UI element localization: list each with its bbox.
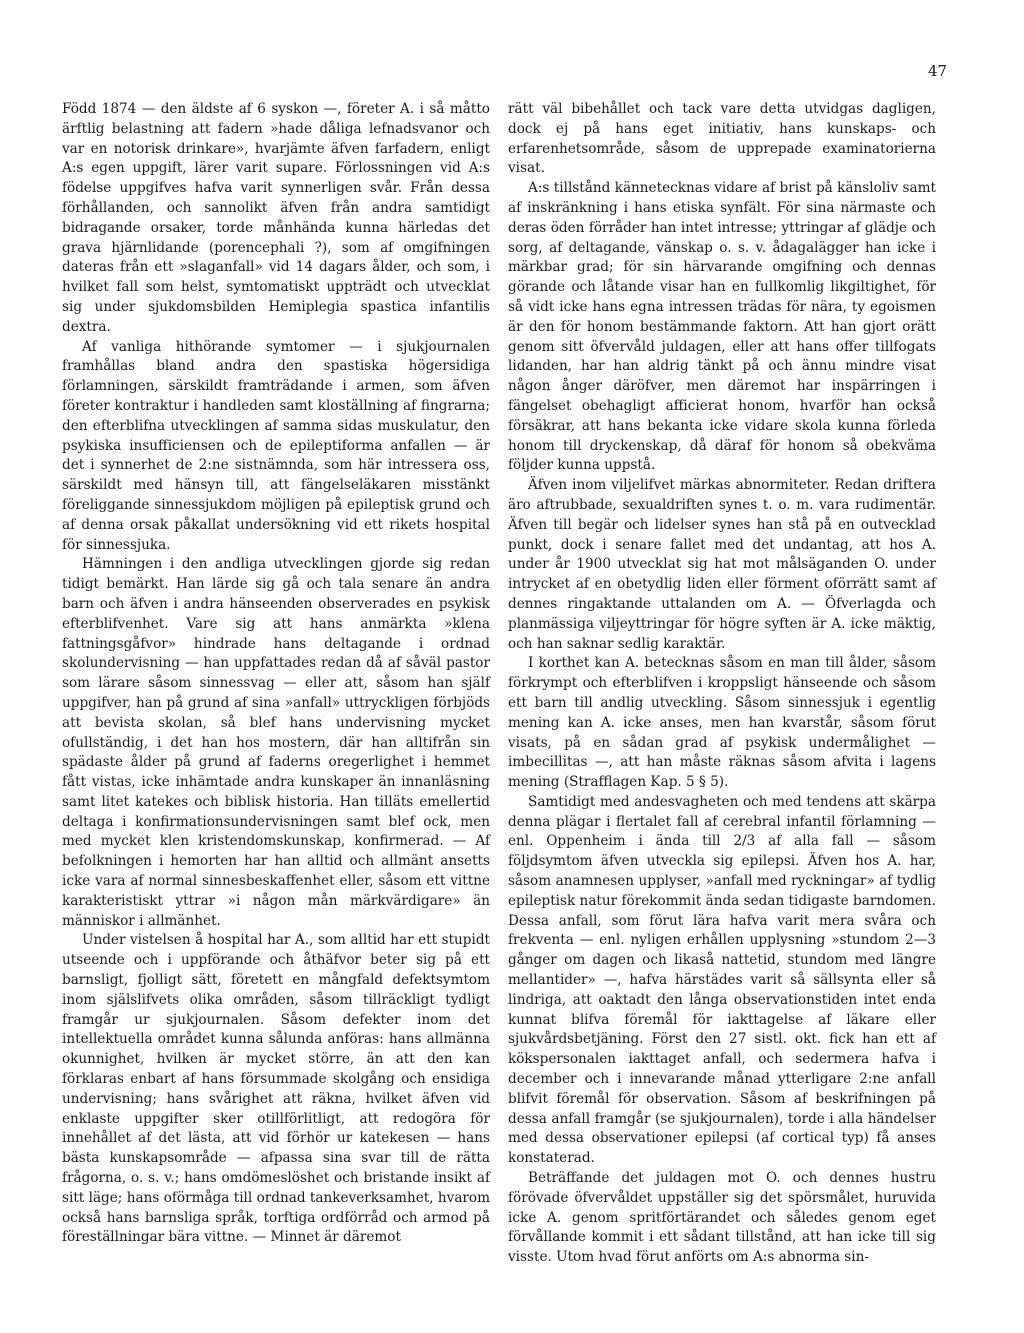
page-number: 47 [928,62,948,80]
paragraph: Beträffande det juldagen mot O. och dennes hustru förövade öfvervåldet uppställer sig det spörsmålet, huruvida icke A. genom spritförtärandet och således genom eget förvållande kommit i ett sådant tillstånd, att han icke till sig visste. Utom hvad förut anförts om A:s abnorma sin- [508,1170,936,1266]
left-column [62,100,490,1248]
paragraph: I korthet kan A. betecknas såsom en man till ålder, såsom förkrympt och efterblifven i kroppsligt hänseende och såsom ett barn till andlig utveckling. Såsom sinnessjuk i egentlig mening kan A. icke anses, men han kvarstår, såsom förut visats, på en sådan grad af psykisk undermålighet — imbecillitas —, att han måste räknas såsom afvita i lagens mening (Strafflagen Kap. 5 § 5). [508,655,936,791]
right-column [508,100,936,1268]
paragraph: Hämningen i den andliga utvecklingen gjorde sig redan tidigt bemärkt. Han lärde sig gå och tala senare än andra barn och äfven i andra hänseenden observerades en psykisk efterblifvenhet. Vare sig att hans anmärkta »klena fattningsgåfvor» hindrade hans deltagande i ordnad skolundervisning — han uppfattades redan då af såväl pastor som lärare såsom sinnessvag — eller att, såsom han själf uppgifver, han på grund af sina »anfall» uttryckligen förbjöds att bevista skolan, så blef hans undervisning mycket ofullständig, i det han hos mostern, där han alltifrån sin spädaste ålder på grund af faderns oregerlighet i hemmet fått vistas, icke inhämtade andra kunskaper än innanläsning samt litet katekes och biblisk historia. Han tilläts emellertid deltaga i konfirmationsundervisningen samt blef ock, men med mycket klen kristendomskunskap, konfirmerad. — Af befolkningen i hemorten har han alltid och allmänt ansetts icke vara af normal sinnesbeskaffenhet eller, såsom ett vittne karakteristiskt yttrar »i någon mån märkvärdigare» än människor i allmänhet. [62,556,490,929]
paragraph: A:s tillstånd kännetecknas vidare af brist på känsloliv samt af inskränkning i hans etiska synfält. För sina närmaste och deras öden förråder han intet intresse; yttringar af glädje och sorg, af deltagande, vänskap o. s. v. ådagalägger han icke i märkbar grad; för sin härvarande omgifning och dennas görande och låtande visar han en fullkomlig likgiltighet, för så vidt icke hans egna intressen trädas för nära, ty egoismen är den för honom bestämmande faktorn. Att han gjort orätt genom sitt öfvervåld juldagen, eller att hans offer tillfogats lidanden, har han aldrig tänkt på och ännu mindre visat någon ånger däröfver, men däremot har inspärringen i fängelset obehagligt afficierat honom, hvarför han också försäkrar, att hans bekanta icke vidare skola kunna förleda honom till dryckenskap, då däraf för honom så obekväma följder kunna uppstå. [508,180,936,474]
paragraph: Född 1874 — den äldste af 6 syskon —, företer A. i så måtto ärftlig belastning att fadern »hade dåliga lefnadsvanor och var en notorisk drinkare», hvarjämte äfven farfadern, enligt A:s egen uppgift, lärer varit supare. Förlossningen vid A:s födelse uppgifves hafva varit synnerligen svår. Från dessa förhållanden, och sannolikt äfven från andra samtidigt bidragande orsaker, torde månhända kunna härledas det grava hjärnlidande (porencephali ?), som af omgifningen dateras från ett »slaganfall» vid 14 dagars ålder, och som, i hvilket fall som helst, symtomatiskt uppträdt och utvecklat sig under sjukdomsbilden Hemiplegia spastica infantilis dextra. [62,101,490,335]
paragraph: Under vistelsen å hospital har A., som alltid har ett stupidt utseende och i uppförande och åthäfvor beter sig på ett barnsligt, fjolligt sätt, företett en mångfald defektsymtom inom själslifvets olika områden, såsom tillräckligt tydligt framgår ur sjukjournalen. Såsom defekter inom det intellektuella området kunna sålunda anföras: hans allmänna okunnighet, hvilken är mycket större, än att den kan förklaras enbart af hans försummade skolgång och ensidiga undervisning; hans svårighet att räkna, hvilket äfven vid enklaste uppgifter sker otillförlitligt, att redogöra för innehållet af det lästa, att vid förhör ur katekesen — hans bästa kunskapsområde — afpassa sina svar till de rätta frågorna, o. s. v.; hans omdömeslöshet och bristande insikt af sitt läge; hans oförmåga till ordnad tankeverksamhet, hvarom också hans barnsliga språk, torftiga ordförråd och armod på föreställningar bära vittne. — Minnet är däremot [62,932,490,1246]
paragraph: Äfven inom viljelifvet märkas abnormiteter. Redan driftera äro aftrubbade, sexualdriften synes t. o. m. vara rudimentär. Äfven till begär och lidelser synes han stå på en outvecklad punkt, dock i senare fallet med det undantag, att hos A. under år 1900 utvecklat sig hat mot målsäganden O. under intrycket af en obetydlig liden eller förment oförrätt samt af dennes ringaktande uttalanden om A. — Öfverlagda och planmässiga viljeyttringar för högre syften är A. icke mäktig, och han saknar sedlig karaktär. [508,477,936,652]
paragraph: Af vanliga hithörande symtomer — i sjukjournalen framhållas bland andra den spastiska högersidiga förlamningen, särskildt framträdande i armen, som äfven företer kontraktur i handleden samt kloställning af fingrarna; den efterblifna utvecklingen af samma sidas muskulatur, den psykiska insufficiensen och de epileptiforma anfallen — är det i synnerhet de 2:ne sistnämnda, som här intressera oss, särskildt med hänsyn till, att fängelseläkaren misstänkt föreliggande sinnessjukdom möjligen på epileptisk grund och af denna orsak påkallat undersökning vid ett rikets hospital för sinnessjuka. [62,338,490,553]
paragraph: rätt väl bibehållet och tack vare detta utvidgas dagligen, dock ej på hans eget initiativ, hans kunskaps- och erfarenhetsområde, såsom de upprepade examinatorierna visat. [508,101,936,177]
paragraph: Samtidigt med andesvagheten och med tendens att skärpa denna plägar i flertalet fall af cerebral infantil förlamning — enl. Oppenheim i ända till 2/3 af alla fall — såsom följdsymtom äfven utveckla sig epilepsi. Äfven hos A. har, såsom anamnesen upplyser, »anfall med ryckningar» af tydlig epileptisk natur förekommit ända sedan tidigaste barndomen. Dessa anfall, som förut lära hafva varit mera svåra och frekventa — enl. nyligen erhållen upplysning »stundom 2—3 gånger om dagen och likaså nattetid, stundom med längre mellantider» —, hafva härstädes varit så sällsynta eller så lindriga, att oaktadt den långa observationstiden intet enda kunnat blifva föremål för iakttagelse af läkare eller sjukvårdsbetjäning. Först den 27 sistl. okt. fick han ett af kökspersonalen iakttaget anfall, och sedermera hafva i december och i innevarande månad ytterligare 2:ne anfall blifvit föremål för observation. Såsom af beskrifningen på dessa anfall framgår (se sjukjournalen), torde i alla händelser med dessa observationer epilepsi (af cortical typ) få anses konstaterad. [508,793,936,1167]
